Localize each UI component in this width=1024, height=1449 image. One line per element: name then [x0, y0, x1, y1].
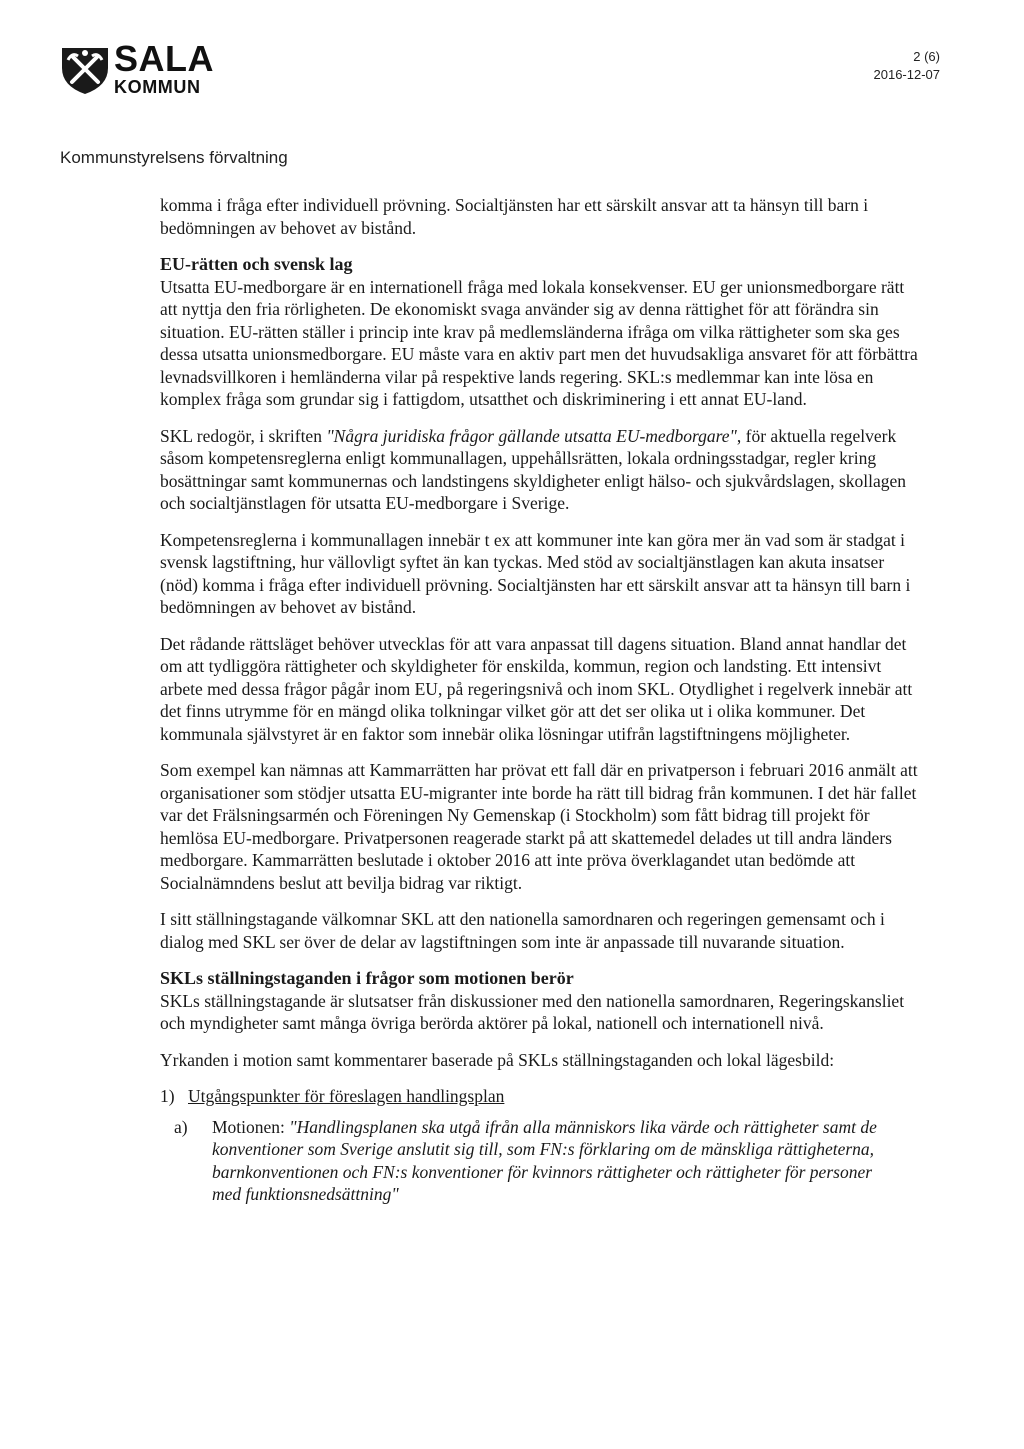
document-body	[160, 194, 920, 1206]
quote-lead: Motionen:	[212, 1116, 290, 1137]
document-date: 2016-12-07	[873, 66, 940, 82]
paragraph: Det rådande rättsläget behöver utvecklas för att vara anpassat till dagens situation. Bland annat handlar det om att tydliggöra rättigheter och skyldigheter för enskilda, kommun, region och landsting. Ett intensivt arbete med dessa frågor pågår inom EU, på regeringsnivå och inom SKL. Otydlighet i regelverk innebär att det finns utrymme för en mängd olika tolkningar vilket gör att det ser olika ut i olika kommuner. Det kommunala självstyret är en faktor som innebär olika lösningar utifrån lagstiftningens möjligheter.	[160, 633, 913, 744]
paragraph: SKLs ställningstagande är slutsatser från diskussioner med den nationella samordnaren, Regeringskansliet och myndigheter samt många övriga berörda aktörer på lokal, nationell och internationell nivå.	[160, 990, 905, 1033]
paragraph: Kompetensreglerna i kommunallagen innebär t ex att kommuner inte kan göra mer än vad som är stadgat i svensk lagstiftning, hur vällovligt syftet än kan tyckas. Med stöd av socialtjänstlagen kan akuta insatser (nöd) komma i fråga efter individuell prövning. Socialtjänsten har ett särskilt ansvar att ta hänsyn till barn i bedömningen av behovet av bistånd.	[160, 529, 911, 617]
paragraph-text: , för aktuella regelverk såsom kompetensreglerna enligt kommunallagen, uppehållsrätten, lokala ordningsstadgar, regler kring bosättningar samt kommunernas och landstingens skyldigheter enligt hälso- och sjukvårdslagen, skollagen och socialtjänstlagen för utsatta EU-medborgare i Sverige.	[160, 425, 907, 513]
list-letter: a)	[174, 1116, 188, 1137]
paragraph-text: SKL redogör, i skriften	[160, 425, 327, 446]
publication-title: "Några juridiska frågor gällande utsatta EU-medborgare"	[326, 425, 737, 446]
list-number: 1)	[160, 1086, 175, 1106]
list-item	[160, 1085, 920, 1108]
page-meta	[874, 48, 941, 83]
sala-kommun-logo-icon	[58, 40, 112, 96]
paragraph-with-title	[160, 425, 920, 515]
logo-name: SALA	[114, 37, 214, 79]
department-name: Kommunstyrelsens förvaltning	[60, 148, 288, 167]
section-heading: EU-rätten och svensk lag	[160, 254, 353, 274]
page-number: 2 (6)	[913, 49, 940, 64]
section-heading: SKLs ställningstaganden i frågor som motionen berör	[160, 968, 574, 988]
list-item-heading: Utgångspunkter för föreslagen handlingsplan	[188, 1086, 505, 1106]
paragraph: komma i fråga efter individuell prövning. Socialtjänsten har ett särskilt ansvar att ta hänsyn till barn i bedömningen av behovet av bistånd.	[160, 195, 869, 238]
logo-subtitle: KOMMUN	[114, 76, 201, 97]
paragraph: Utsatta EU-medborgare är en internationell fråga med lokala konsekvenser. EU ger unionsmedborgare rätt att nyttja den fria rörligheten. De ekonomiskt svaga använder sig av denna rättighet för att förändra sin situation. EU-rätten ställer i princip inte krav på medlemsländerna ifråga om vilka rättigheter som ska ges dessa utsatta unionsmedborgare. EU måste vara en aktiv part men det huvudsakliga ansvaret för att förbättra levnadsvillkoren i hemländerna vilar på respektive lands regering. SKL:s medlemmar kan inte lösa en komplex fråga som grundar sig i fattigdom, utsatthet och diskriminering i ett annat EU-land.	[160, 276, 918, 409]
motion-quote	[212, 1116, 902, 1206]
sub-list-item	[174, 1116, 920, 1206]
quote-text: "Handlingsplanen ska utgå ifrån alla människors lika värde och rättigheter samt de konventioner som Sverige anslutit sig till, som FN:s förklaring om de mänskliga rättigheterna, barnkonventionen och FN:s konventioner för kvinnors rättigheter och rättigheter för personer med funktionsnedsättning"	[212, 1116, 877, 1204]
sala-kommun-logo	[58, 37, 214, 97]
paragraph: Yrkanden i motion samt kommentarer baserade på SKLs ställningstaganden och lokal lägesbild:	[160, 1049, 835, 1070]
paragraph: I sitt ställningstagande välkomnar SKL att den nationella samordnaren och regeringen gemensamt och i dialog med SKL ser över de delar av lagstiftningen som inte är anpassade till nuvarande situation.	[160, 909, 885, 952]
paragraph: Som exempel kan nämnas att Kammarrätten har prövat ett fall där en privatperson i februari 2016 anmält att organisationer som stödjer utsatta EU-migranter inte borde ha rätt till bidrag från kommunen. I det här fallet var det Frälsningsarmén och Föreningen Ny Gemenskap (i Stockholm) som fått bidrag till projekt för hemlösa EU-medborgare. Privatpersonen reagerade starkt på att skattemedel delades ut till andra länders medborgare. Kammarrätten beslutade i oktober 2016 att inte pröva överklagandet utan bedömde att Socialnämndens beslut att bevilja bidrag var riktigt.	[160, 760, 918, 893]
